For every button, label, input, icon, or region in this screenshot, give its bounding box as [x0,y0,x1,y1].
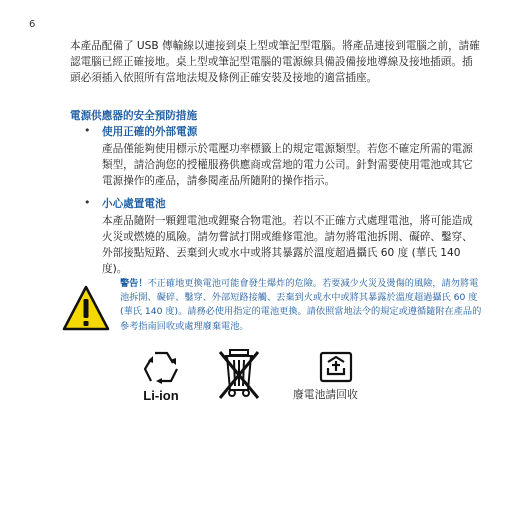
li-ion-label: Li-ion [143,388,179,403]
warning-label: 警告！ [120,278,148,289]
section-title: 電源供應器的安全預防措施 [70,110,198,122]
page-number: 6 [29,19,36,30]
li-ion-recycle-symbol [137,349,185,403]
warning-body: 不正確地更換電池可能會發生爆炸的危險。若要減少火災及燙傷的風險，請勿將電池拆開、礙碎、鑿穿、外部短路接觸、丟棄到火或水中或將其暴露於溫度超過攝氏 60 度 (華氏 140 度)。請務必使用指定的電池更換。請依照當地法令的規定或遵循隨附在產品的參考指南回收或處理廢棄電池。 [120,278,482,332]
recycle-arrows-icon [137,349,185,385]
recycle-battery-text: 廢電池請回收 [293,388,358,401]
item-body-battery: 本產品隨附一顆鋰電池或鋰聚合物電池。若以不正確方式處理電池，將可能造成火災或燃燒的風險。請勿嘗試打開或維修電池。請勿將電池拆開、礙碎、鑿穿、外部接點短路、丟棄到火或水中或將其暴露於溫度超過攝氏 60 度 (華氏 140 度)。 [102,215,473,275]
warning-triangle-icon [62,285,110,331]
bullet: • [84,196,91,209]
item-title-battery: 小心處置電池 [102,198,166,210]
bullet: • [84,124,91,137]
crossed-out-bin-icon [216,348,262,402]
item-title-external-power: 使用正確的外部電源 [102,126,198,138]
recycle-symbol-icon [318,350,354,384]
intro-paragraph: 本產品配備了 USB 傳輸線以連接到桌上型或筆記型電腦。將產品連接到電腦之前，請確認電腦已經正確接地。桌上型或筆記型電腦的電源線具備設備接地導線及接地插頭。插頭必須插入依照所有當地法規及條例正確安裝及接地的適當插座。 [70,40,480,84]
warning-text [120,277,482,334]
item-body-external-power: 產品僅能夠使用標示於電壓功率標籤上的規定電源類型。若您不確定所需的電源類型，請洽詢您的授權服務供應商或當地的電力公司。針對需要使用電池或其它電源操作的產品，請參閱產品所隨附的操作指示。 [102,143,473,187]
